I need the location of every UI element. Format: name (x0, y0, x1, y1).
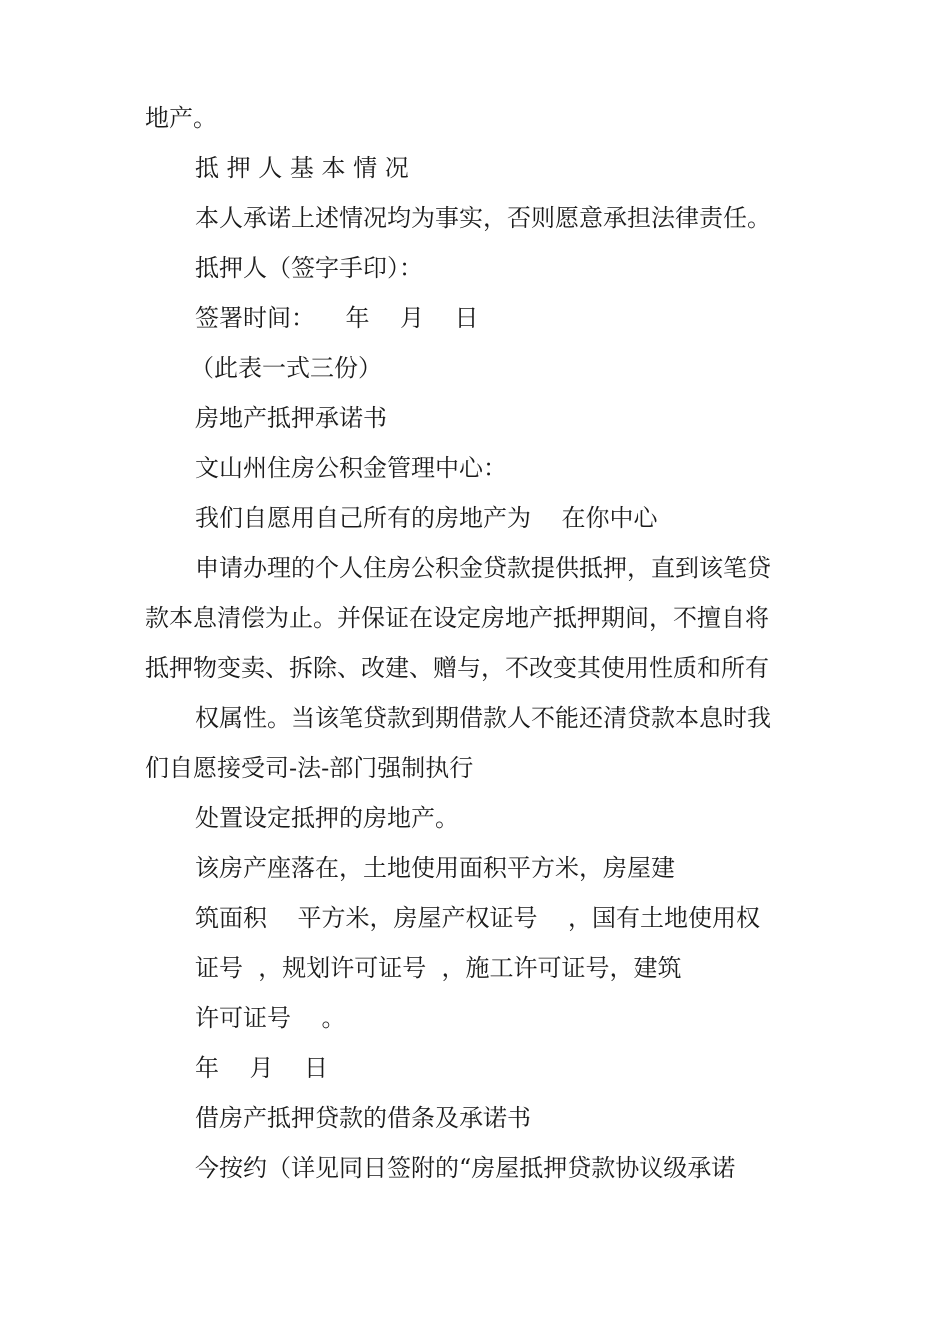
text-line: 申请办理的个人住房公积金贷款提供抵押，直到该笔贷 (195, 554, 771, 582)
text-line: 地产。 (145, 104, 217, 132)
text-line: 今按约（详见同日签附的“房屋抵押贷款协议级承诺 (195, 1154, 736, 1182)
text-line: 款本息清偿为止。并保证在设定房地产抵押期间，不擅自将 (145, 604, 769, 632)
text-line: 们自愿接受司-法-部门强制执行 (145, 754, 474, 782)
date-line: 年 月 日 (195, 1054, 329, 1082)
signature-line: 抵押人（签字手印）： (195, 254, 423, 282)
text-line: （此表一式三份） (190, 354, 382, 382)
section-heading: 抵 押 人 基 本 情 况 (195, 154, 409, 182)
text-line: 权属性。当该笔贷款到期借款人不能还清贷款本息时我 (195, 704, 771, 732)
text-line: 处置设定抵押的房地产。 (195, 804, 459, 832)
addressee: 文山州住房公积金管理中心： (195, 454, 507, 482)
text-line: 本人承诺上述情况均为事实，否则愿意承担法律责任。 (195, 204, 771, 232)
text-line: 抵押物变卖、拆除、改建、赠与，不改变其使用性质和所有 (145, 654, 769, 682)
text-line: 证号 ，规划许可证号 ，施工许可证号，建筑 (195, 954, 682, 982)
text-line: 筑面积 平方米，房屋产权证号 ，国有土地使用权 (195, 904, 761, 932)
text-line: 该房产座落在，土地使用面积平方米，房屋建 (195, 854, 675, 882)
text-line: 许可证号 。 (195, 1004, 346, 1032)
document-title: 房地产抵押承诺书 (195, 404, 387, 432)
date-line: 签署时间： 年 月 日 (195, 304, 479, 332)
document-title: 借房产抵押贷款的借条及承诺书 (195, 1104, 531, 1132)
text-line: 我们自愿用自己所有的房地产为 在你中心 (195, 504, 658, 532)
